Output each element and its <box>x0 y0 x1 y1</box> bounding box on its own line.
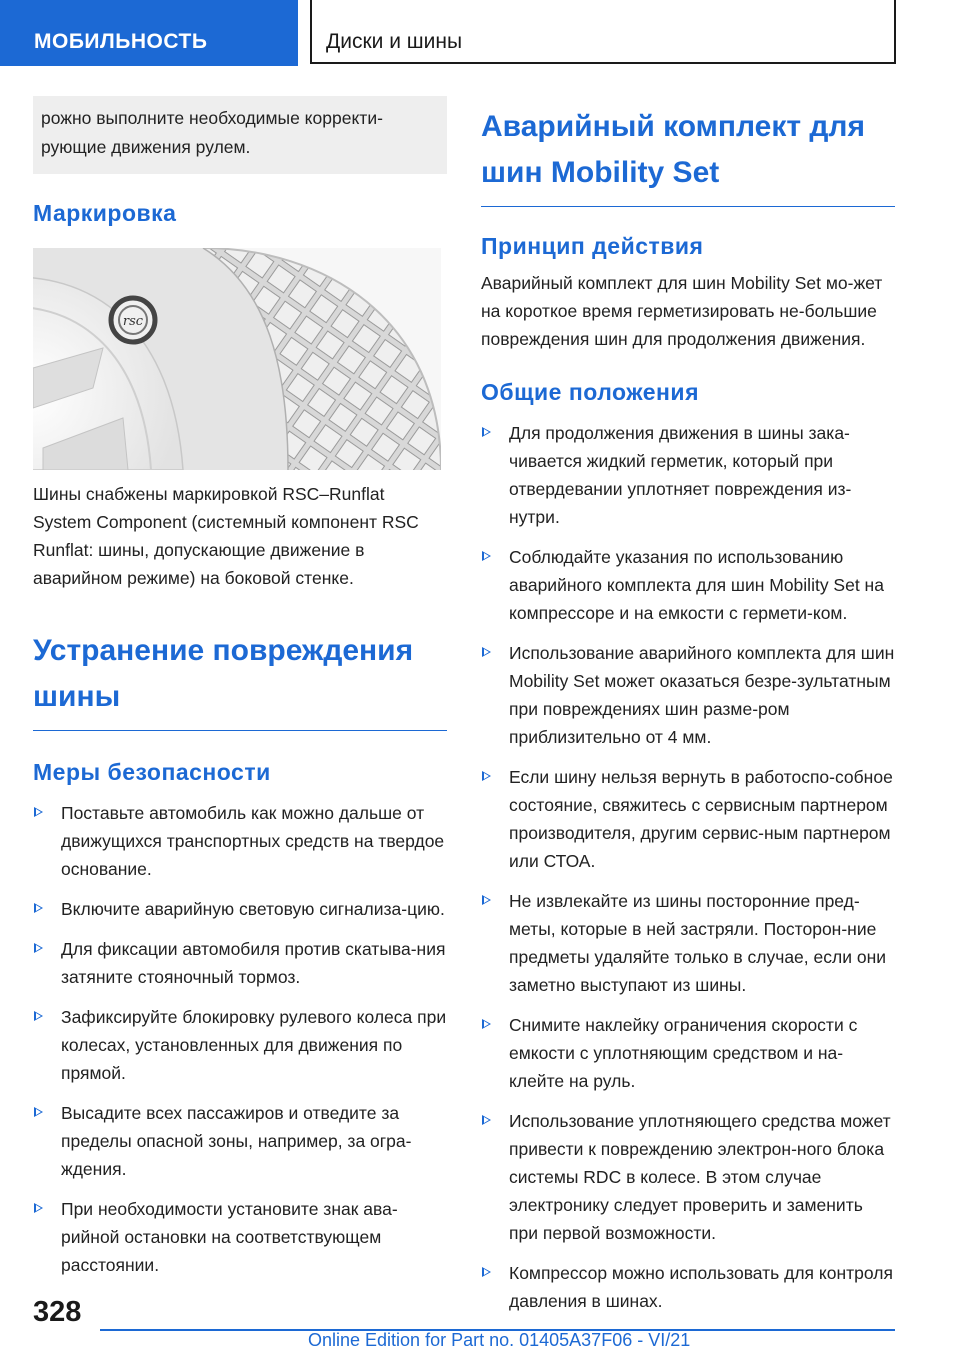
list-item: При необходимости установите знак ава-рийной остановки на соответствующем расстоянии. <box>33 1195 447 1279</box>
bullet-triangle-icon <box>482 647 491 657</box>
right-column <box>481 104 895 1327</box>
list-item: Соблюдайте указания по использованию аварийного комплекта для шин Mobility Set на компрессоре и на емкости с гермети-ком. <box>481 543 895 627</box>
chapter-title: Диски и шины <box>310 0 896 64</box>
bullet-triangle-icon <box>482 427 491 437</box>
bullet-triangle-icon <box>482 1267 491 1277</box>
list-item: Снимите наклейку ограничения скорости с емкости с уплотняющим средством и на-клейте на руль. <box>481 1011 895 1095</box>
list-item: Высадите всех пассажиров и отведите за пределы опасной зоны, например, за огра-ждения. <box>33 1099 447 1183</box>
bullet-triangle-icon <box>482 1115 491 1125</box>
svg-text:rsc: rsc <box>122 314 144 329</box>
left-column <box>33 96 447 1291</box>
list-item: Если шину нельзя вернуть в работоспо-собное состояние, свяжитесь с сервисным партнером производителя, другим сервис-ным партнером или СТОА. <box>481 763 895 875</box>
list-item: Поставьте автомобиль как можно дальше от движущихся транспортных средств на твердое основание. <box>33 799 447 883</box>
bullet-triangle-icon <box>34 807 43 817</box>
principle-heading: Принцип действия <box>481 233 704 259</box>
damage-heading: Устранение повреждения шины <box>33 628 447 731</box>
list-item: Для фиксации автомобиля против скатыва-ния затяните стояночный тормоз. <box>33 935 447 991</box>
page-number: 328 <box>33 1296 82 1328</box>
bullet-triangle-icon <box>482 771 491 781</box>
safety-heading: Меры безопасности <box>33 759 271 785</box>
tire-sidewall-icon <box>33 248 441 470</box>
bullet-triangle-icon <box>34 1107 43 1117</box>
bullet-triangle-icon <box>482 895 491 905</box>
list-item: Зафиксируйте блокировку рулевого колеса при колесах, установленных для движения по прямой. <box>33 1003 447 1087</box>
marking-caption: Шины снабжены маркировкой RSC–Runflat System Component (системный компонент RSC Runflat: шины, допускающие движение в аварийном режиме) на боковой стенке. <box>33 484 419 588</box>
safety-list <box>33 799 447 1279</box>
page-header <box>0 0 960 66</box>
rsc-tire-illustration <box>33 248 441 470</box>
principle-text: Аварийный комплект для шин Mobility Set мо-жет на короткое время герметизировать не-большие повреждения шин для продолжения движения. <box>481 273 883 349</box>
bullet-triangle-icon <box>482 551 491 561</box>
continued-note: рожно выполните необходимые корректи-рующие движения рулем. <box>33 96 447 174</box>
edition-link[interactable]: Online Edition for Part no. 01405A37F06 - VI/21 <box>308 1330 691 1350</box>
general-heading: Общие положения <box>481 379 699 405</box>
bullet-triangle-icon <box>482 1019 491 1029</box>
list-item: Компрессор можно использовать для контроля давления в шинах. <box>481 1259 895 1315</box>
mobility-set-heading: Аварийный комплект для шин Mobility Set <box>481 104 895 207</box>
bullet-triangle-icon <box>34 943 43 953</box>
list-item: Для продолжения движения в шины зака-чивается жидкий герметик, который при отвердевании уплотняет повреждения из-нутри. <box>481 419 895 531</box>
list-item: Использование аварийного комплекта для шин Mobility Set может оказаться безре-зультатным при повреждениях шин разме-ром приблизительно от 4 мм. <box>481 639 895 751</box>
list-item: Не извлекайте из шины посторонние пред-меты, которые в ней застряли. Посторон-ние предметы удаляйте только в случае, если они заметно выступают из шины. <box>481 887 895 999</box>
bullet-triangle-icon <box>34 1011 43 1021</box>
marking-heading: Маркировка <box>33 200 177 226</box>
section-tab: МОБИЛЬНОСТЬ <box>0 0 298 66</box>
bullet-triangle-icon <box>34 903 43 913</box>
bullet-triangle-icon <box>34 1203 43 1213</box>
general-list <box>481 419 895 1315</box>
list-item: Включите аварийную световую сигнализа-цию. <box>33 895 447 923</box>
list-item: Использование уплотняющего средства может привести к повреждению электрон-ного блока системы RDC в колесе. В этом случае электронику следует проверить и заменить при первой возможности. <box>481 1107 895 1247</box>
